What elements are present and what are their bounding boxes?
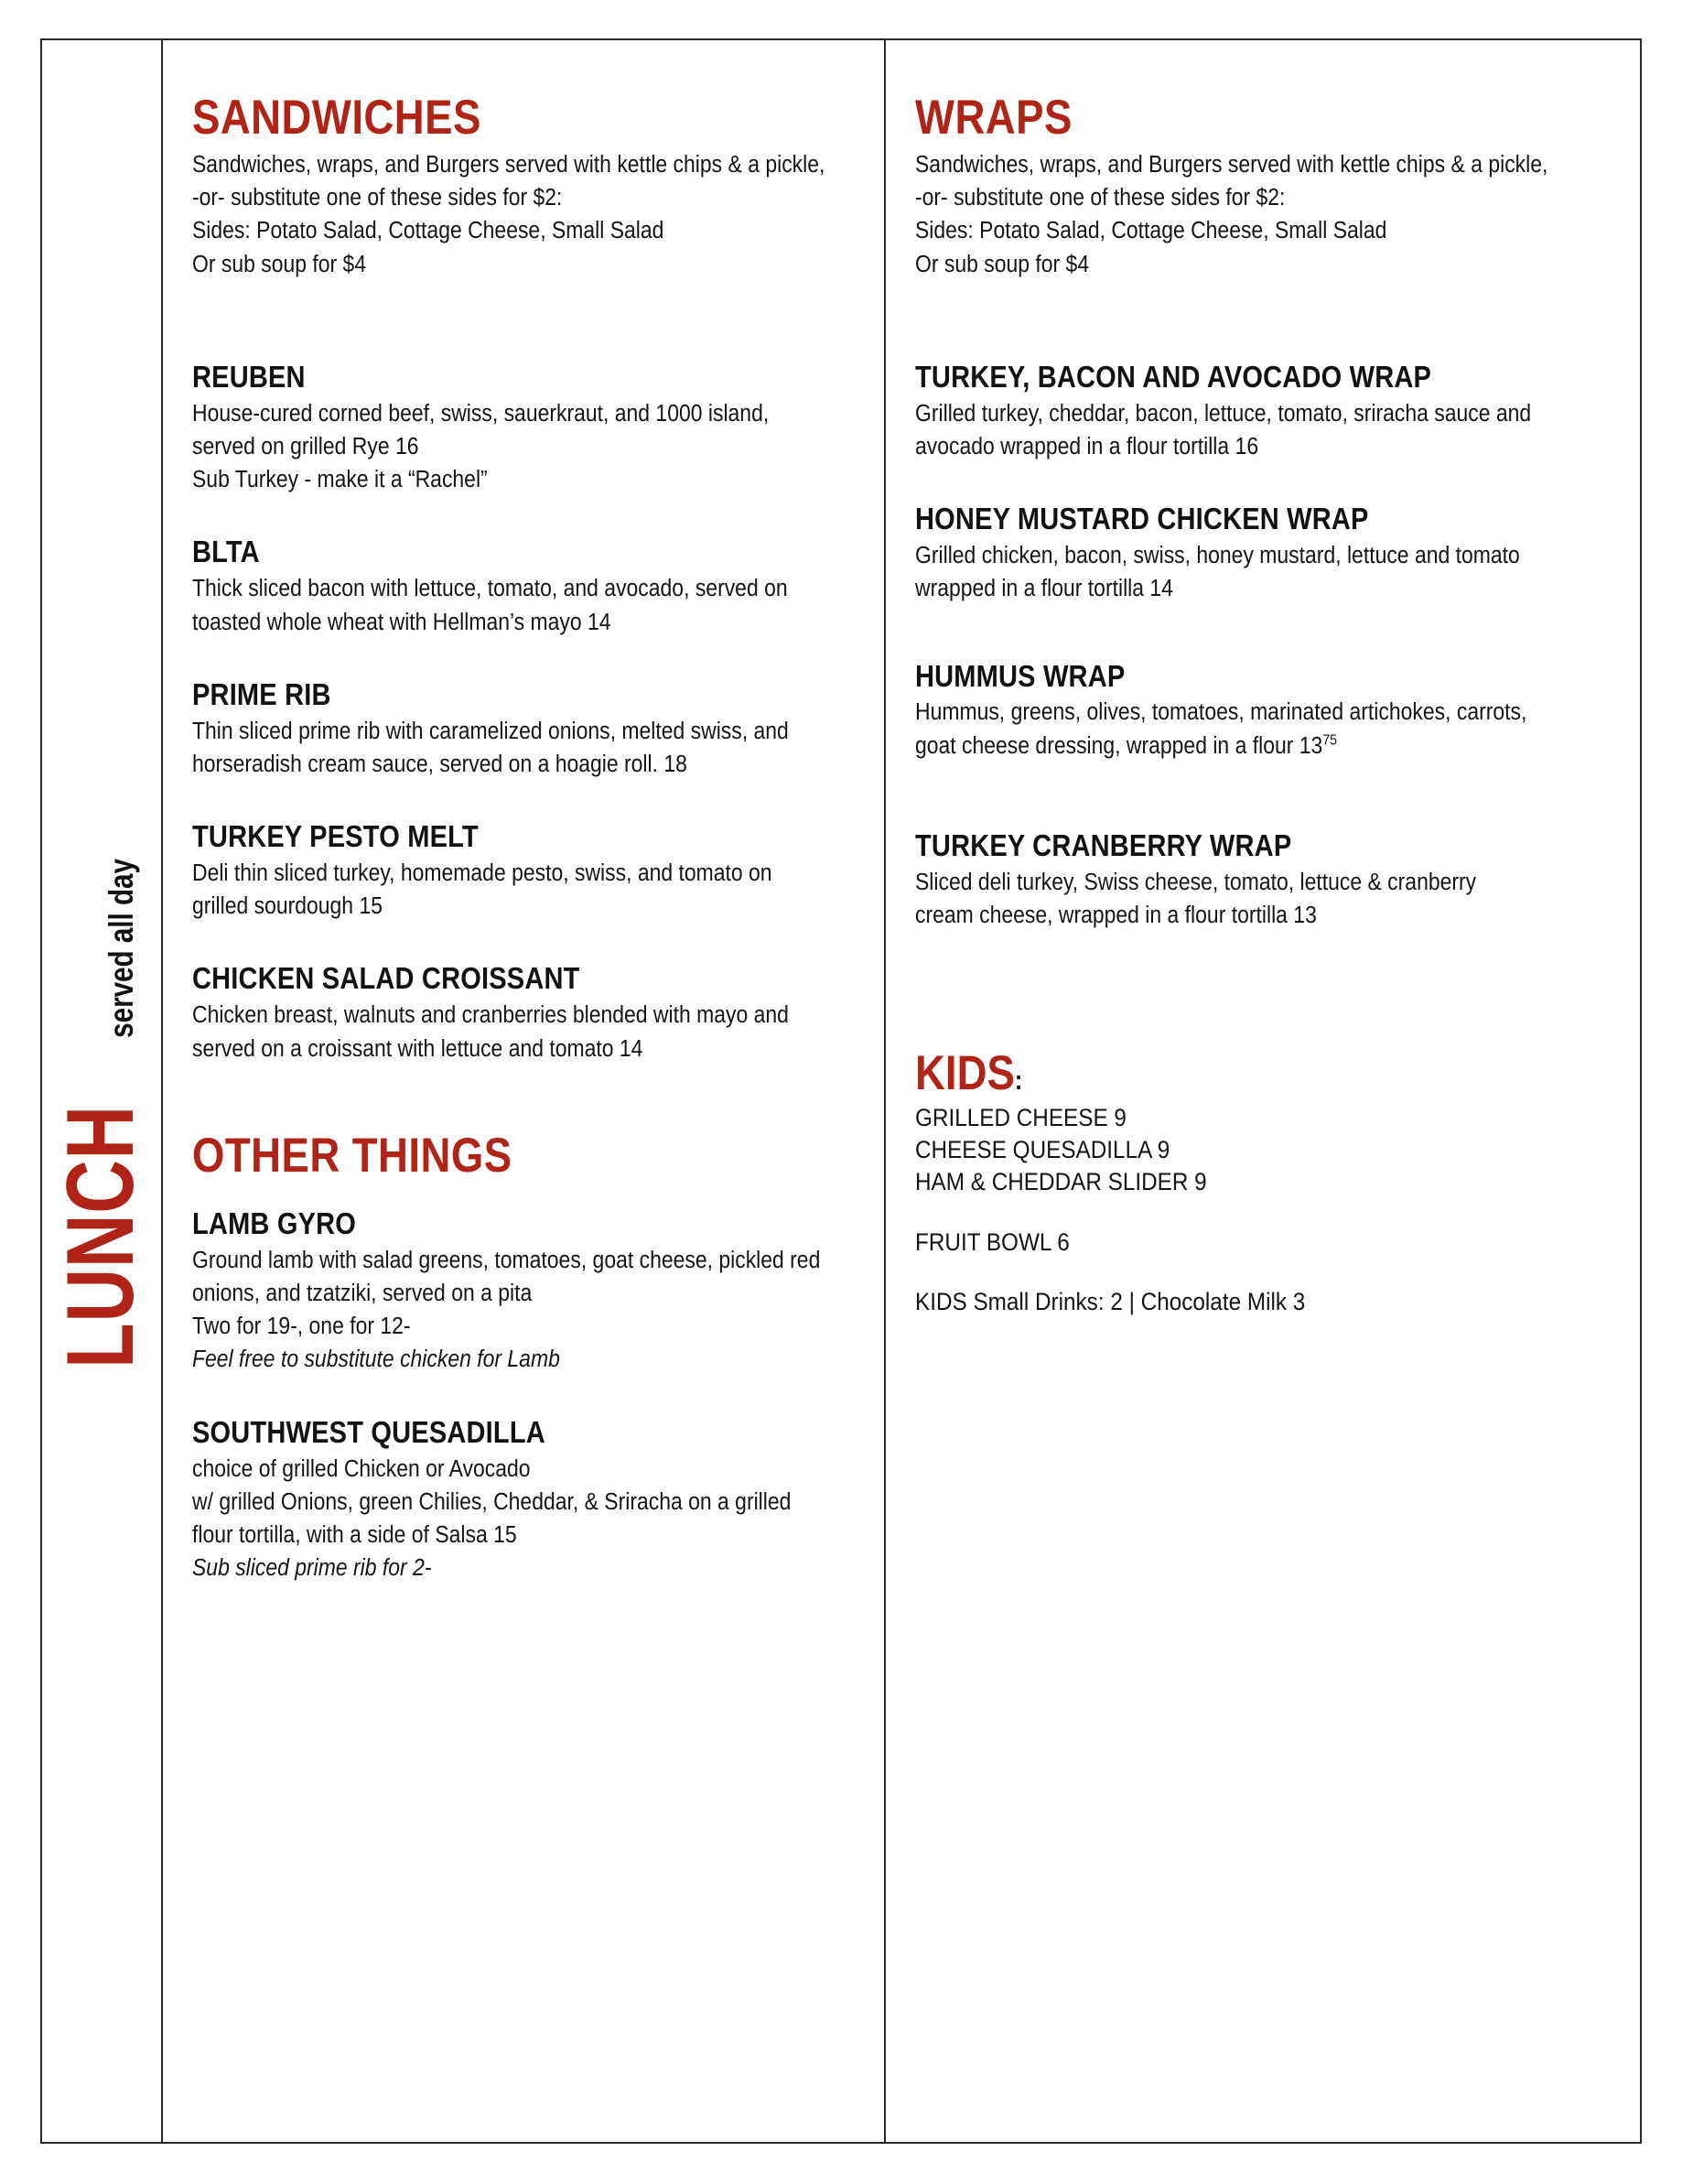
desc-line: Two for 19-, one for 12- (192, 1314, 411, 1340)
menu-item-description (192, 1244, 857, 1377)
desc-line: Sub Turkey - make it a “Rachel” (192, 467, 488, 493)
desc-line: toasted whole wheat with Hellman’s mayo 14 (192, 609, 611, 635)
menu-item-note: Sub sliced prime rib for 2- (192, 1555, 432, 1582)
desc-line: served on a croissant with lettuce and tomato 14 (192, 1035, 643, 1062)
left-column (161, 38, 884, 1584)
menu-item-name: TURKEY PESTO MELT (192, 819, 479, 854)
menu-item-description (915, 866, 1615, 932)
menu-item-description (915, 539, 1615, 605)
kids-list-item: GRILLED CHEESE 9 (915, 1104, 1127, 1132)
section-heading-kids (915, 1046, 1518, 1101)
menu-item-name: TURKEY CRANBERRY WRAP (915, 827, 1292, 862)
kids-list-item: CHEESE QUESADILLA 9 (915, 1136, 1170, 1164)
menu-item (192, 535, 858, 638)
desc-line: served on grilled Rye 16 (192, 434, 419, 460)
menu-item-name: CHICKEN SALAD CROISSANT (192, 961, 580, 996)
kids-drinks: KIDS Small Drinks: 2 | Chocolate Milk 3 (915, 1287, 1306, 1315)
intro-line: Sandwiches, wraps, and Burgers served with kettle chips & a pickle, (192, 152, 825, 178)
spine-title: LUNCH (48, 1105, 154, 1368)
desc-line: onions, and tzatziki, served on a pita (192, 1280, 533, 1306)
desc-line: Grilled chicken, bacon, swiss, honey mustard, lettuce and tomato (915, 543, 1520, 569)
desc-line: avocado wrapped in a flour tortilla 16 (915, 434, 1259, 460)
kids-list-item: HAM & CHEDDAR SLIDER 9 (915, 1168, 1207, 1196)
kids-heading-text: KIDS (915, 1046, 1015, 1101)
intro-line: Sides: Potato Salad, Cottage Cheese, Small Salad (915, 218, 1387, 244)
desc-line-with-price (915, 730, 1615, 762)
menu-item (192, 1415, 858, 1585)
desc-line: Chicken breast, walnuts and cranberries blended with mayo and (192, 1002, 789, 1029)
intro-line: Or sub soup for $4 (915, 251, 1090, 277)
price-superscript: 75 (1322, 732, 1338, 749)
menu-item (192, 961, 858, 1065)
intro-line: -or- substitute one of these sides for $2: (192, 185, 563, 211)
menu-item-description (192, 572, 857, 638)
menu-item-name: BLTA (192, 535, 260, 569)
desc-line: flour tortilla, with a side of Salsa 15 (192, 1521, 517, 1548)
menu-item-description (915, 397, 1615, 463)
menu-item (192, 677, 858, 781)
sandwiches-intro (192, 148, 857, 281)
desc-line: Ground lamb with salad greens, tomatoes, goat cheese, pickled red (192, 1247, 821, 1273)
menu-item-description (192, 999, 857, 1065)
menu-item-name: PRIME RIB (192, 676, 331, 711)
section-heading-wraps: WRAPS (915, 91, 1073, 145)
desc-line: grilled sourdough 15 (192, 893, 383, 920)
desc-line: choice of grilled Chicken or Avocado (192, 1455, 531, 1482)
desc-line: Deli thin sliced turkey, homemade pesto, swiss, and tomato on (192, 860, 772, 887)
desc-line: Thick sliced bacon with lettuce, tomato, and avocado, served on (192, 576, 788, 602)
wraps-intro (915, 148, 1615, 281)
menu-spine (40, 38, 161, 2144)
intro-line: -or- substitute one of these sides for $2: (915, 185, 1286, 211)
menu-item-name: LAMB GYRO (192, 1206, 357, 1240)
menu-item (915, 659, 1616, 762)
menu-item-description (192, 1453, 857, 1585)
menu-item (915, 502, 1616, 605)
menu-item-name: REUBEN (192, 359, 306, 394)
right-column (884, 38, 1642, 1318)
menu-item-description (192, 857, 857, 923)
desc-line: w/ grilled Onions, green Chilies, Cheddar, & Sriracha on a grilled (192, 1488, 792, 1515)
intro-line: Or sub soup for $4 (192, 251, 367, 277)
desc-line: wrapped in a flour tortilla 14 (915, 576, 1173, 602)
menu-item-note: Feel free to substitute chicken for Lamb (192, 1346, 560, 1373)
menu-item-name: HUMMUS WRAP (915, 658, 1126, 693)
kids-heading-colon: : (1014, 1066, 1023, 1097)
desc-line: Hummus, greens, olives, tomatoes, marinated artichokes, carrots, (915, 699, 1527, 726)
desc-line: Sliced deli turkey, Swiss cheese, tomato, lettuce & cranberry (915, 869, 1477, 895)
menu-item-name: TURKEY, BACON AND AVOCADO WRAP (915, 359, 1432, 394)
menu-item-name: SOUTHWEST QUESADILLA (192, 1414, 545, 1449)
desc-line: goat cheese dressing, wrapped in a flour 13 (915, 732, 1323, 759)
menu-item (192, 360, 858, 497)
menu-item-description (915, 696, 1615, 762)
menu-item (915, 828, 1616, 932)
kids-list (915, 1102, 1616, 1198)
desc-line: Thin sliced prime rib with caramelized onions, melted swiss, and (192, 718, 789, 744)
menu-item (192, 819, 858, 923)
desc-line: House-cured corned beef, swiss, sauerkraut, and 1000 island, (192, 400, 770, 427)
menu-item-description (192, 397, 857, 497)
spine-subtitle: served all day (102, 859, 140, 1038)
menu-item (192, 1206, 858, 1377)
kids-fruit-bowl: FRUIT BOWL 6 (915, 1227, 1070, 1256)
intro-line: Sandwiches, wraps, and Burgers served with kettle chips & a pickle, (915, 152, 1548, 178)
intro-line: Sides: Potato Salad, Cottage Cheese, Small Salad (192, 218, 664, 244)
section-heading-sandwiches: SANDWICHES (192, 91, 481, 145)
section-heading-other-things: OTHER THINGS (192, 1128, 512, 1183)
menu-item-description (192, 715, 857, 781)
menu-item (915, 360, 1616, 463)
desc-line: cream cheese, wrapped in a flour tortilla 13 (915, 903, 1317, 929)
desc-line: horseradish cream sauce, served on a hoagie roll. 18 (192, 751, 687, 777)
menu-item-name: HONEY MUSTARD CHICKEN WRAP (915, 502, 1369, 536)
desc-line: Grilled turkey, cheddar, bacon, lettuce, tomato, sriracha sauce and (915, 400, 1532, 427)
